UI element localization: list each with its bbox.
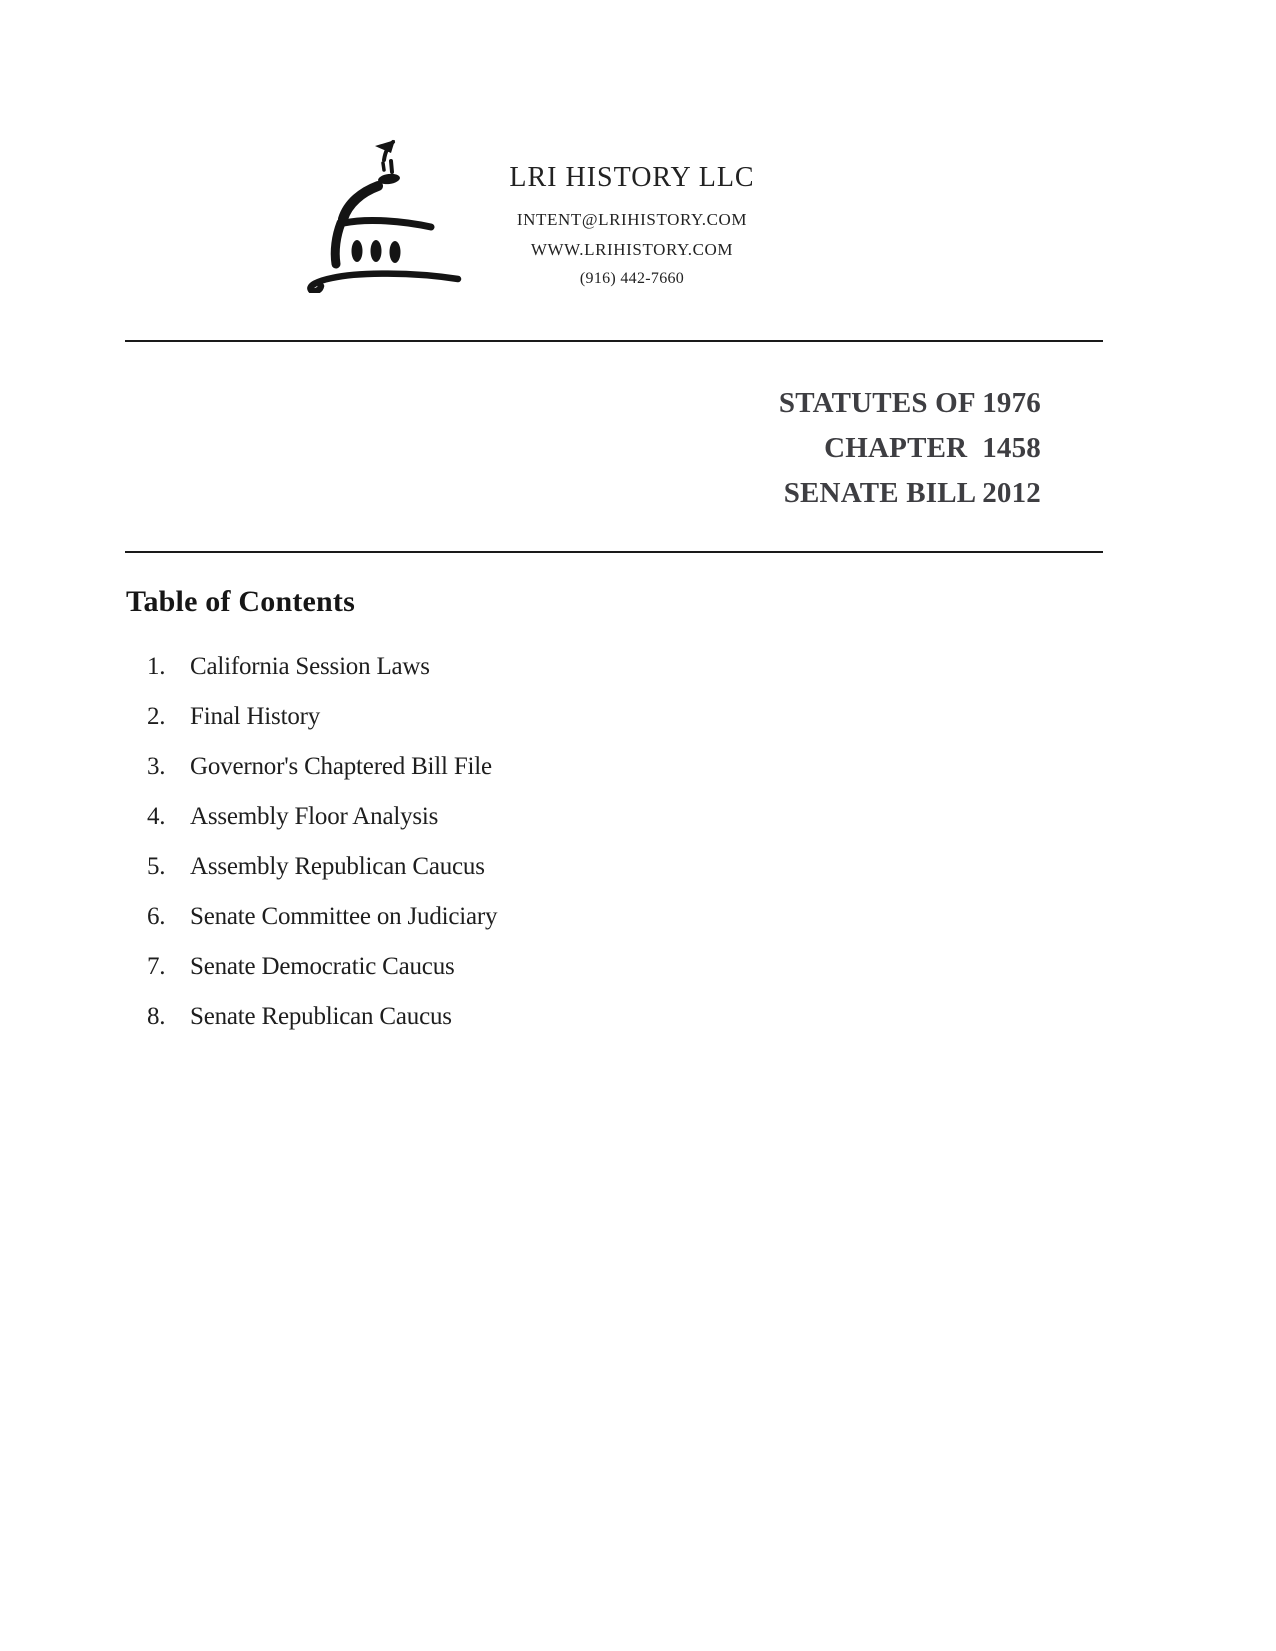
toc-item [147, 692, 497, 742]
reference-block [779, 381, 1041, 516]
toc-item [147, 792, 497, 842]
toc-item-label: Senate Committee on Judiciary [190, 903, 498, 930]
toc-item [147, 642, 497, 692]
divider-bottom [125, 551, 1103, 553]
toc-item-label: California Session Laws [190, 653, 430, 680]
company-email: INTENT@LRIHISTORY.COM [516, 210, 748, 229]
toc-item-label: Senate Republican Caucus [190, 1003, 452, 1030]
toc-item [147, 992, 497, 1042]
toc-item-number: 2. [147, 703, 166, 730]
toc-item [147, 742, 497, 792]
toc-item-label: Assembly Republican Caucus [190, 853, 485, 880]
company-website: WWW.LRIHISTORY.COM [530, 240, 734, 259]
senate-bill-line: SENATE BILL 2012 [783, 477, 1041, 509]
toc-item-number: 3. [147, 753, 166, 780]
toc-item-number: 8. [147, 1003, 166, 1030]
toc-item-number: 4. [147, 803, 166, 830]
toc-item-label: Governor's Chaptered Bill File [190, 753, 492, 780]
toc-item-label: Senate Democratic Caucus [190, 953, 455, 980]
toc-item-number: 1. [147, 653, 166, 680]
toc-heading: Table of Contents [126, 585, 355, 618]
toc-item-label: Assembly Floor Analysis [190, 803, 439, 830]
letterhead [452, 162, 812, 287]
toc-item [147, 842, 497, 892]
divider-top [125, 340, 1103, 342]
toc-item [147, 892, 497, 942]
toc-list [147, 642, 497, 1042]
toc-item [147, 942, 497, 992]
chapter-line: CHAPTER 1458 [824, 432, 1041, 464]
toc-item-number: 7. [147, 953, 166, 980]
toc-item-label: Final History [190, 703, 321, 730]
toc-item-number: 5. [147, 853, 166, 880]
company-phone: (916) 442-7660 [579, 270, 685, 287]
company-name: LRI HISTORY LLC [509, 162, 755, 193]
capitol-dome-logo-icon [298, 133, 463, 293]
statutes-line: STATUTES OF 1976 [778, 387, 1041, 419]
toc-item-number: 6. [147, 903, 166, 930]
